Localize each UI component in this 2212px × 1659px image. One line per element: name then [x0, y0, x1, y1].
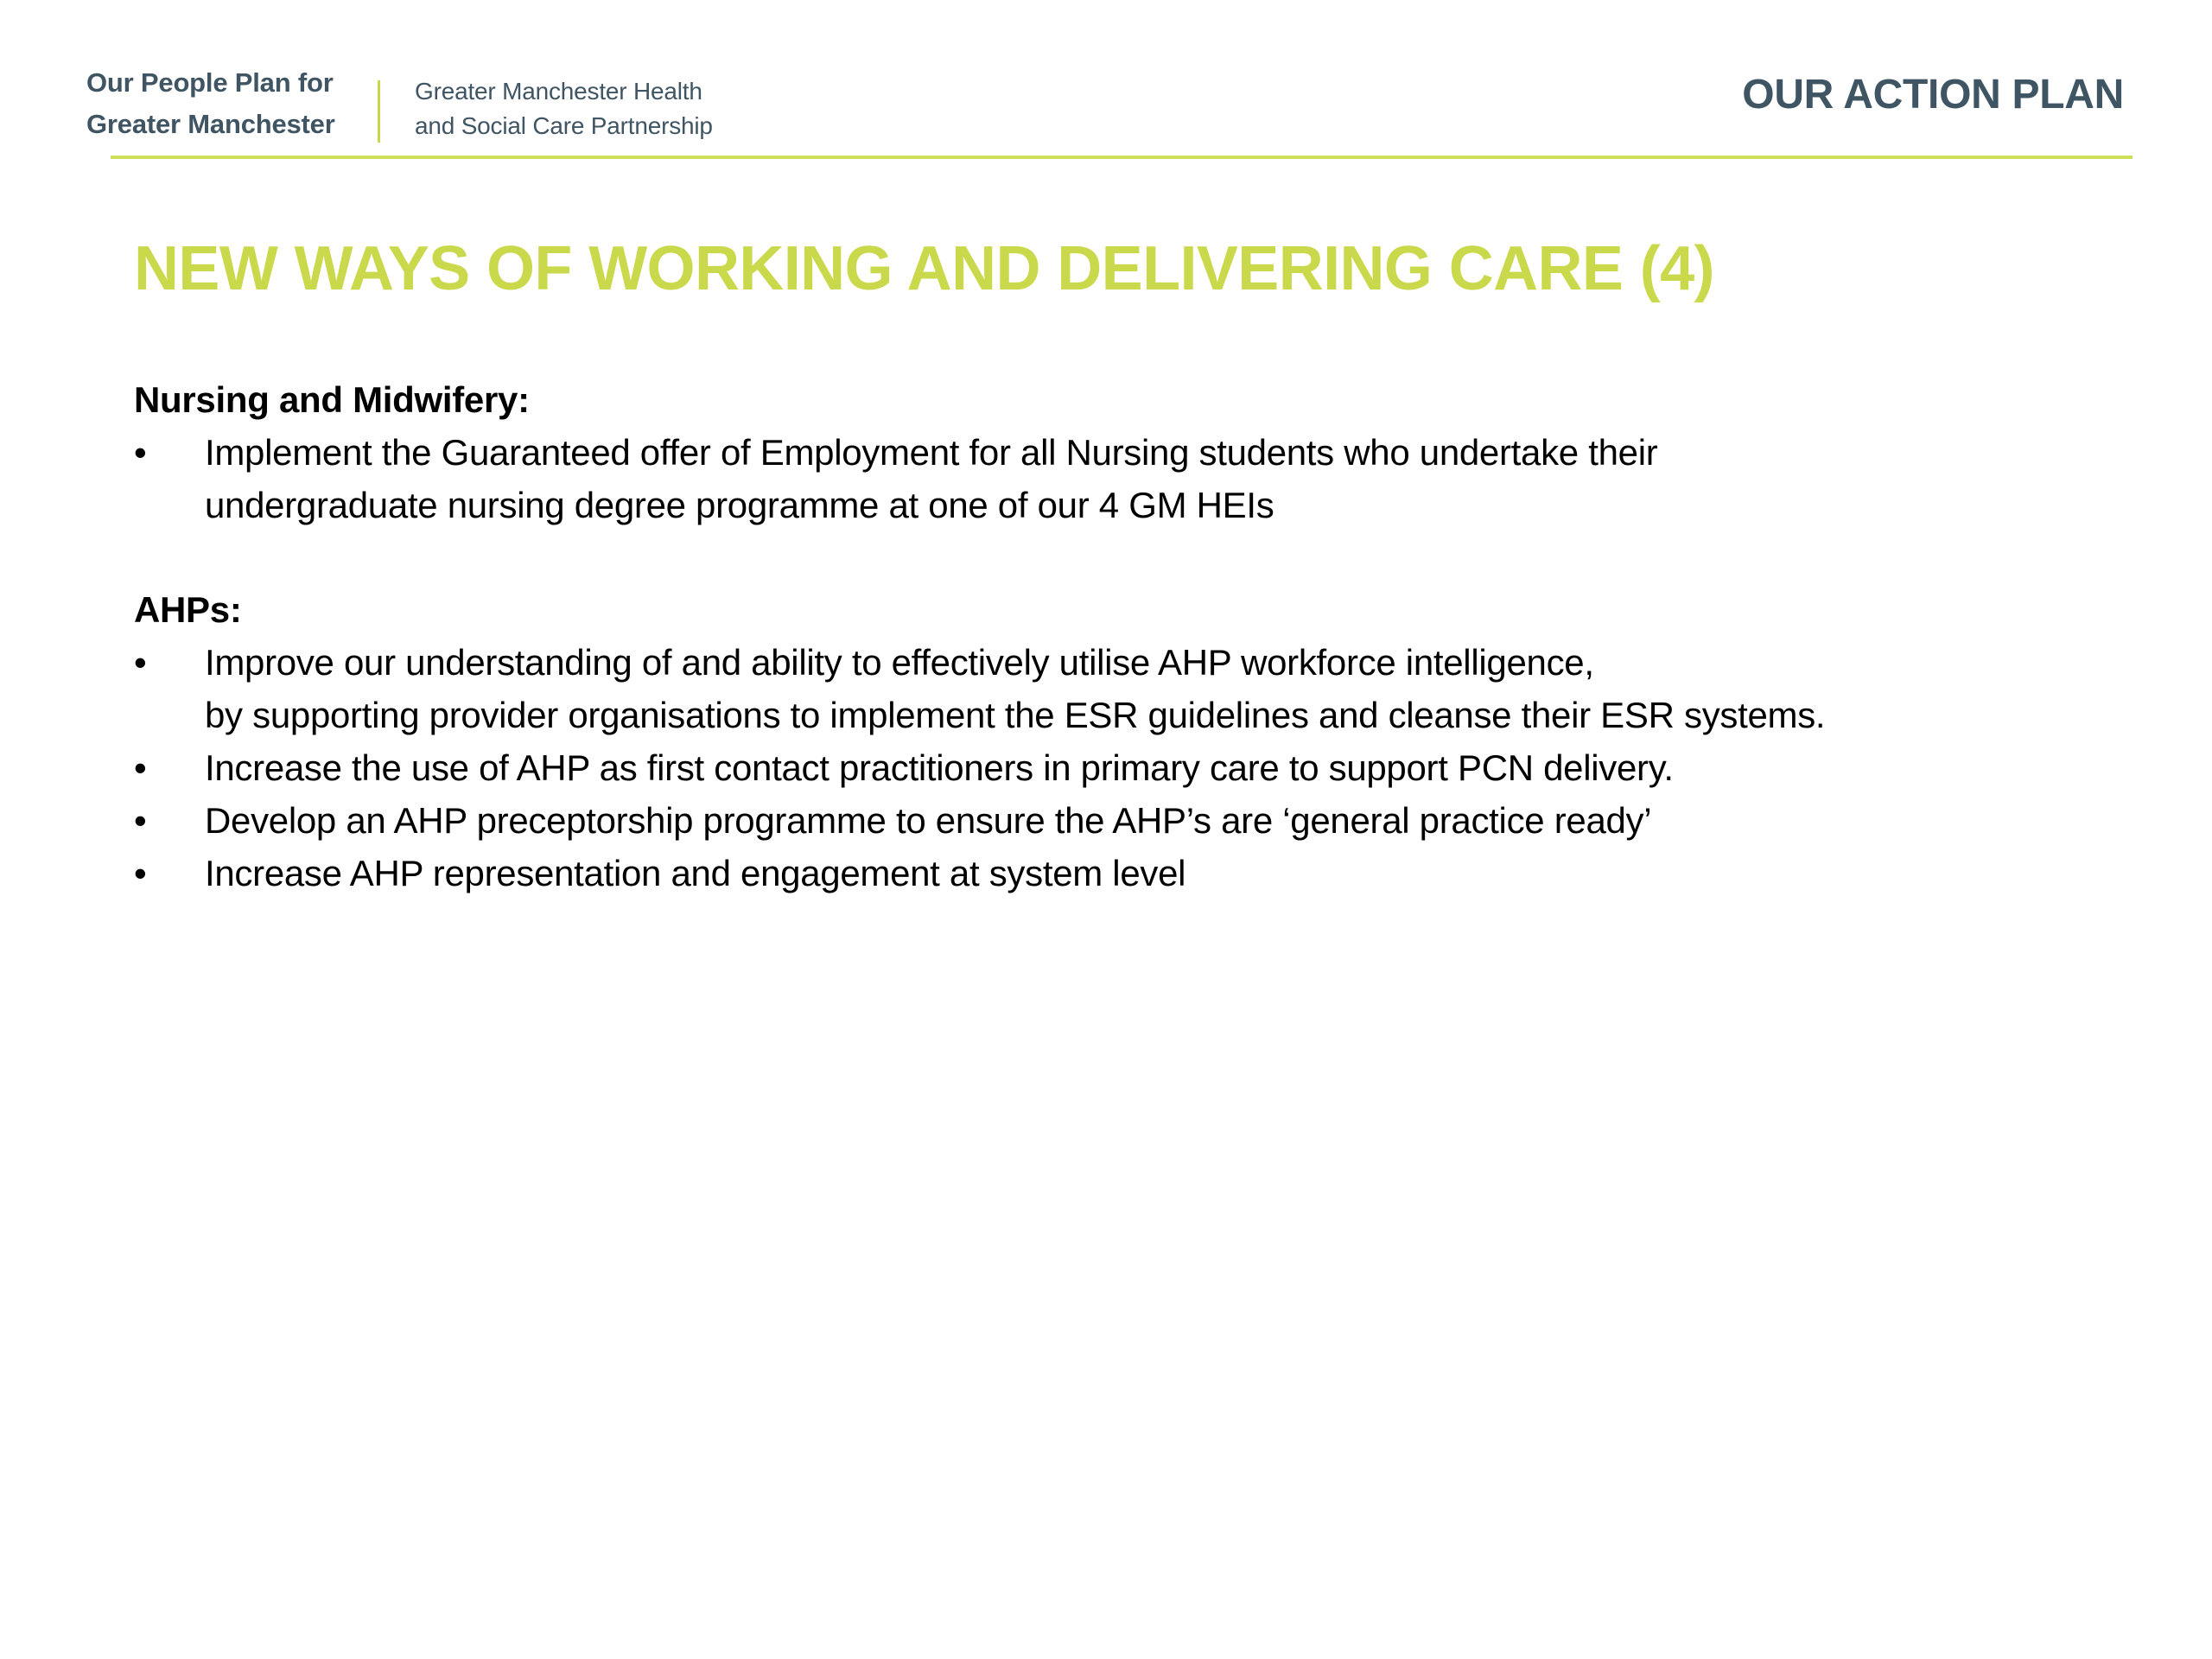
- partner-line-2: and Social Care Partnership: [415, 112, 713, 139]
- partner-name: [415, 74, 713, 143]
- list-item-text: Increase AHP representation and engagement at system level: [205, 853, 1186, 893]
- bullet-icon: •: [134, 642, 147, 683]
- list-item-text: Increase the use of AHP as first contact practitioners in primary care to support PCN delivery.: [205, 747, 1674, 788]
- bullet-list: [134, 636, 2121, 899]
- list-item-text-continued: undergraduate nursing degree programme at one of our 4 GM HEIs: [205, 485, 1274, 525]
- list-item-text: Develop an AHP preceptorship programme to ensure the AHP’s are ‘general practice ready’: [205, 800, 1652, 841]
- list-item: [134, 847, 2121, 899]
- section-label: OUR ACTION PLAN: [1742, 72, 2124, 118]
- list-item-text: Implement the Guaranteed offer of Employment for all Nursing students who undertake their: [205, 432, 1658, 473]
- bullet-icon: •: [134, 853, 147, 893]
- header-divider: [111, 156, 2133, 159]
- brand-line-1: Our People Plan for: [86, 67, 334, 98]
- list-item: [134, 741, 2121, 794]
- list-item: [134, 636, 2121, 741]
- slide-content: [134, 373, 2121, 951]
- list-item-text: Improve our understanding of and ability to effectively utilise AHP workforce intelligence,: [205, 642, 1594, 683]
- page-title: NEW WAYS OF WORKING AND DELIVERING CARE (4): [134, 234, 1714, 303]
- list-item: [134, 426, 2121, 531]
- list-item-text-continued: by supporting provider organisations to implement the ESR guidelines and cleanse their ESR systems.: [205, 695, 1826, 735]
- group-ahps: [134, 583, 2121, 899]
- group-heading: AHPs:: [134, 589, 242, 630]
- bullet-list: [134, 426, 2121, 531]
- group-nursing-midwifery: [134, 373, 2121, 531]
- bullet-icon: •: [134, 432, 147, 473]
- bullet-icon: •: [134, 747, 147, 788]
- brand-logo-text: [86, 62, 335, 145]
- group-heading: Nursing and Midwifery:: [134, 379, 530, 420]
- bullet-icon: •: [134, 800, 147, 841]
- partner-line-1: Greater Manchester Health: [415, 78, 702, 105]
- brand-divider: [378, 80, 380, 143]
- list-item: [134, 794, 2121, 847]
- brand-line-2: Greater Manchester: [86, 109, 335, 139]
- page-header: [0, 0, 2212, 159]
